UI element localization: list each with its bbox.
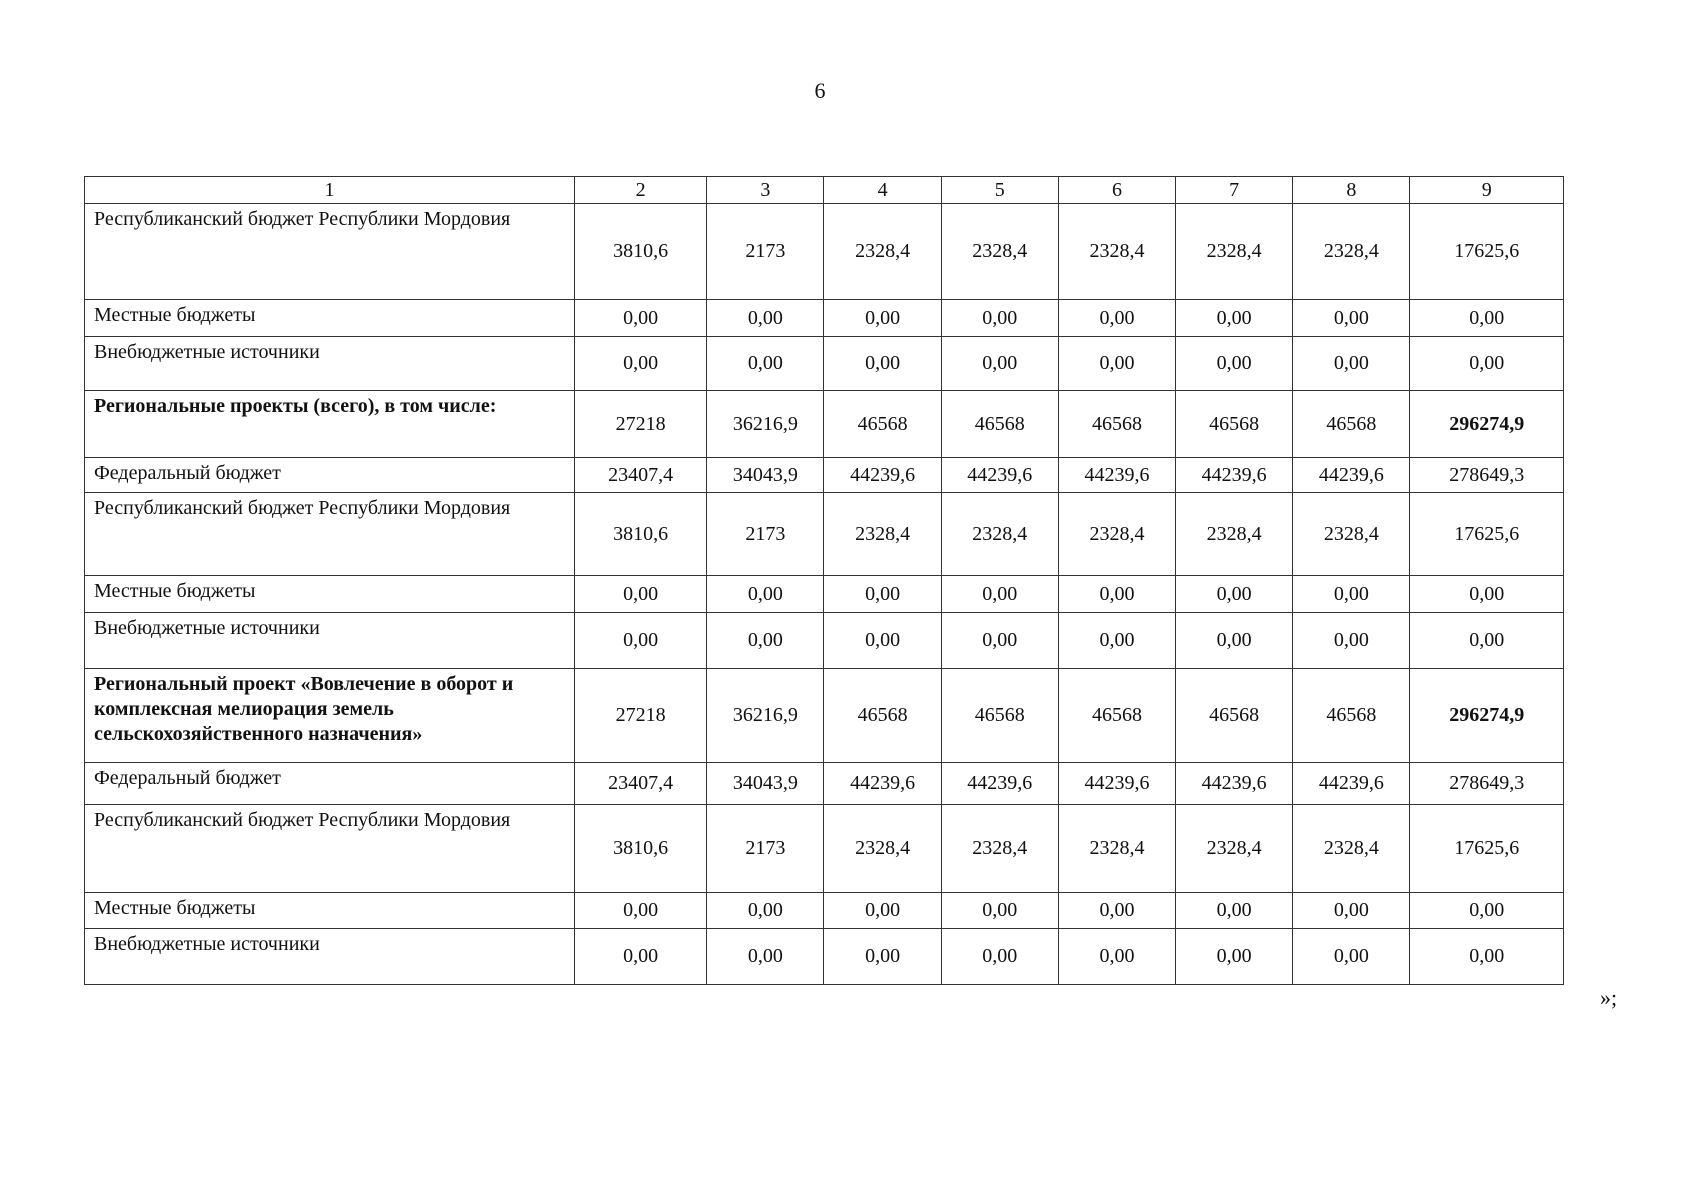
table-cell: 46568 <box>1058 391 1175 458</box>
table-cell: 34043,9 <box>707 458 824 493</box>
table-cell: 0,00 <box>1293 929 1410 985</box>
table-cell: 2328,4 <box>1293 805 1410 893</box>
table-row <box>85 613 1564 669</box>
table-cell: 2328,4 <box>824 493 941 576</box>
table-cell: 0,00 <box>707 576 824 613</box>
table-cell: 17625,6 <box>1410 204 1564 300</box>
table-cell: 3810,6 <box>574 493 706 576</box>
table-cell: 2173 <box>707 805 824 893</box>
table-cell: 2328,4 <box>1176 805 1293 893</box>
row-label: Местные бюджеты <box>85 300 575 337</box>
table-cell: 0,00 <box>1176 929 1293 985</box>
table-cell: 278649,3 <box>1410 458 1564 493</box>
table-cell: 0,00 <box>941 300 1058 337</box>
table-cell: 2328,4 <box>941 204 1058 300</box>
row-label: Республиканский бюджет Республики Мордовия <box>85 805 575 893</box>
table-cell: 44239,6 <box>1176 458 1293 493</box>
table-cell: 0,00 <box>707 893 824 929</box>
table-cell: 46568 <box>1058 669 1175 763</box>
table-cell: 2328,4 <box>824 204 941 300</box>
column-header: 7 <box>1176 177 1293 204</box>
table-cell: 0,00 <box>1058 613 1175 669</box>
table-cell: 0,00 <box>574 300 706 337</box>
column-header: 1 <box>85 177 575 204</box>
table-cell: 36216,9 <box>707 669 824 763</box>
table-row <box>85 493 1564 576</box>
table-cell: 0,00 <box>1410 576 1564 613</box>
table-cell: 44239,6 <box>941 763 1058 805</box>
table-cell: 0,00 <box>1410 300 1564 337</box>
table-row <box>85 204 1564 300</box>
row-label: Местные бюджеты <box>85 576 575 613</box>
column-header: 9 <box>1410 177 1564 204</box>
table-row <box>85 300 1564 337</box>
table-cell: 0,00 <box>1293 613 1410 669</box>
table-cell: 0,00 <box>707 337 824 391</box>
table-cell: 44239,6 <box>1176 763 1293 805</box>
header-row <box>85 177 1564 204</box>
table-body <box>85 204 1564 985</box>
table-cell: 296274,9 <box>1410 669 1564 763</box>
table-cell: 27218 <box>574 391 706 458</box>
table-row <box>85 391 1564 458</box>
table-cell: 0,00 <box>574 893 706 929</box>
row-label: Республиканский бюджет Республики Мордовия <box>85 493 575 576</box>
table-cell: 0,00 <box>1176 337 1293 391</box>
table-cell: 3810,6 <box>574 805 706 893</box>
table-cell: 2328,4 <box>1293 493 1410 576</box>
table-cell: 46568 <box>1293 391 1410 458</box>
table-cell: 46568 <box>1176 391 1293 458</box>
table-cell: 0,00 <box>941 613 1058 669</box>
table-cell: 17625,6 <box>1410 493 1564 576</box>
column-header: 6 <box>1058 177 1175 204</box>
table-cell: 2328,4 <box>1058 805 1175 893</box>
table-cell: 44239,6 <box>1058 458 1175 493</box>
table-row <box>85 576 1564 613</box>
table-cell: 2328,4 <box>941 493 1058 576</box>
table-cell: 0,00 <box>1293 300 1410 337</box>
table-cell: 0,00 <box>1293 337 1410 391</box>
table-cell: 0,00 <box>707 300 824 337</box>
row-label: Федеральный бюджет <box>85 458 575 493</box>
table-cell: 2328,4 <box>1293 204 1410 300</box>
column-header: 3 <box>707 177 824 204</box>
table-cell: 0,00 <box>1410 337 1564 391</box>
table-row <box>85 337 1564 391</box>
column-header: 4 <box>824 177 941 204</box>
row-label: Внебюджетные источники <box>85 929 575 985</box>
row-label: Внебюджетные источники <box>85 613 575 669</box>
table-cell: 0,00 <box>1293 893 1410 929</box>
table-row <box>85 929 1564 985</box>
table-cell: 0,00 <box>824 576 941 613</box>
table-cell: 3810,6 <box>574 204 706 300</box>
table-cell: 0,00 <box>1176 893 1293 929</box>
table-cell: 0,00 <box>824 929 941 985</box>
table-cell: 2328,4 <box>824 805 941 893</box>
table-cell: 44239,6 <box>1293 458 1410 493</box>
table-cell: 0,00 <box>574 576 706 613</box>
table-cell: 0,00 <box>1058 929 1175 985</box>
table-cell: 2328,4 <box>1176 493 1293 576</box>
budget-table <box>84 176 1564 985</box>
row-label: Региональные проекты (всего), в том числе: <box>85 391 575 458</box>
table-cell: 2328,4 <box>941 805 1058 893</box>
table-cell: 44239,6 <box>941 458 1058 493</box>
table-cell: 0,00 <box>824 893 941 929</box>
table-cell: 17625,6 <box>1410 805 1564 893</box>
column-header: 2 <box>574 177 706 204</box>
row-label: Республиканский бюджет Республики Мордовия <box>85 204 575 300</box>
table-cell: 0,00 <box>707 613 824 669</box>
table-cell: 0,00 <box>941 337 1058 391</box>
table-row <box>85 805 1564 893</box>
row-label: Федеральный бюджет <box>85 763 575 805</box>
table-cell: 46568 <box>824 391 941 458</box>
table-cell: 23407,4 <box>574 763 706 805</box>
table-cell: 0,00 <box>941 929 1058 985</box>
table-cell: 2173 <box>707 204 824 300</box>
table-cell: 44239,6 <box>1293 763 1410 805</box>
closing-quote-mark: »; <box>1600 985 1618 1010</box>
table-cell: 0,00 <box>824 300 941 337</box>
table-row <box>85 669 1564 763</box>
table-cell: 46568 <box>1293 669 1410 763</box>
table-cell: 0,00 <box>574 337 706 391</box>
table-cell: 0,00 <box>574 929 706 985</box>
table-cell: 44239,6 <box>824 763 941 805</box>
table-cell: 278649,3 <box>1410 763 1564 805</box>
table-cell: 46568 <box>824 669 941 763</box>
table-cell: 0,00 <box>707 929 824 985</box>
table-cell: 0,00 <box>1058 300 1175 337</box>
table-cell: 44239,6 <box>824 458 941 493</box>
column-header: 8 <box>1293 177 1410 204</box>
table-cell: 2328,4 <box>1058 204 1175 300</box>
table-cell: 27218 <box>574 669 706 763</box>
table-cell: 46568 <box>941 391 1058 458</box>
table-cell: 0,00 <box>1058 893 1175 929</box>
table-cell: 0,00 <box>824 613 941 669</box>
table-cell: 2328,4 <box>1058 493 1175 576</box>
table-row <box>85 763 1564 805</box>
row-label: Внебюджетные источники <box>85 337 575 391</box>
table-cell: 46568 <box>941 669 1058 763</box>
table-cell: 0,00 <box>941 893 1058 929</box>
table-cell: 46568 <box>1176 669 1293 763</box>
table-cell: 34043,9 <box>707 763 824 805</box>
table-cell: 0,00 <box>1176 300 1293 337</box>
table-cell: 0,00 <box>1058 337 1175 391</box>
table-cell: 0,00 <box>574 613 706 669</box>
table-row <box>85 458 1564 493</box>
table-cell: 0,00 <box>1410 929 1564 985</box>
table-row <box>85 893 1564 929</box>
table-cell: 0,00 <box>1410 613 1564 669</box>
table-cell: 44239,6 <box>1058 763 1175 805</box>
table-cell: 2328,4 <box>1176 204 1293 300</box>
table-cell: 0,00 <box>1176 576 1293 613</box>
table-cell: 36216,9 <box>707 391 824 458</box>
table-cell: 296274,9 <box>1410 391 1564 458</box>
row-label: Региональный проект «Вовлечение в оборот и комплексная мелиорация земель сельскохозяйственного назначения» <box>85 669 575 763</box>
table-cell: 0,00 <box>1058 576 1175 613</box>
table-cell: 0,00 <box>1176 613 1293 669</box>
row-label: Местные бюджеты <box>85 893 575 929</box>
table-cell: 0,00 <box>824 337 941 391</box>
table-cell: 2173 <box>707 493 824 576</box>
table-cell: 23407,4 <box>574 458 706 493</box>
table-cell: 0,00 <box>1293 576 1410 613</box>
table-cell: 0,00 <box>1410 893 1564 929</box>
table-cell: 0,00 <box>941 576 1058 613</box>
page-number: 6 <box>814 78 826 103</box>
column-header: 5 <box>941 177 1058 204</box>
